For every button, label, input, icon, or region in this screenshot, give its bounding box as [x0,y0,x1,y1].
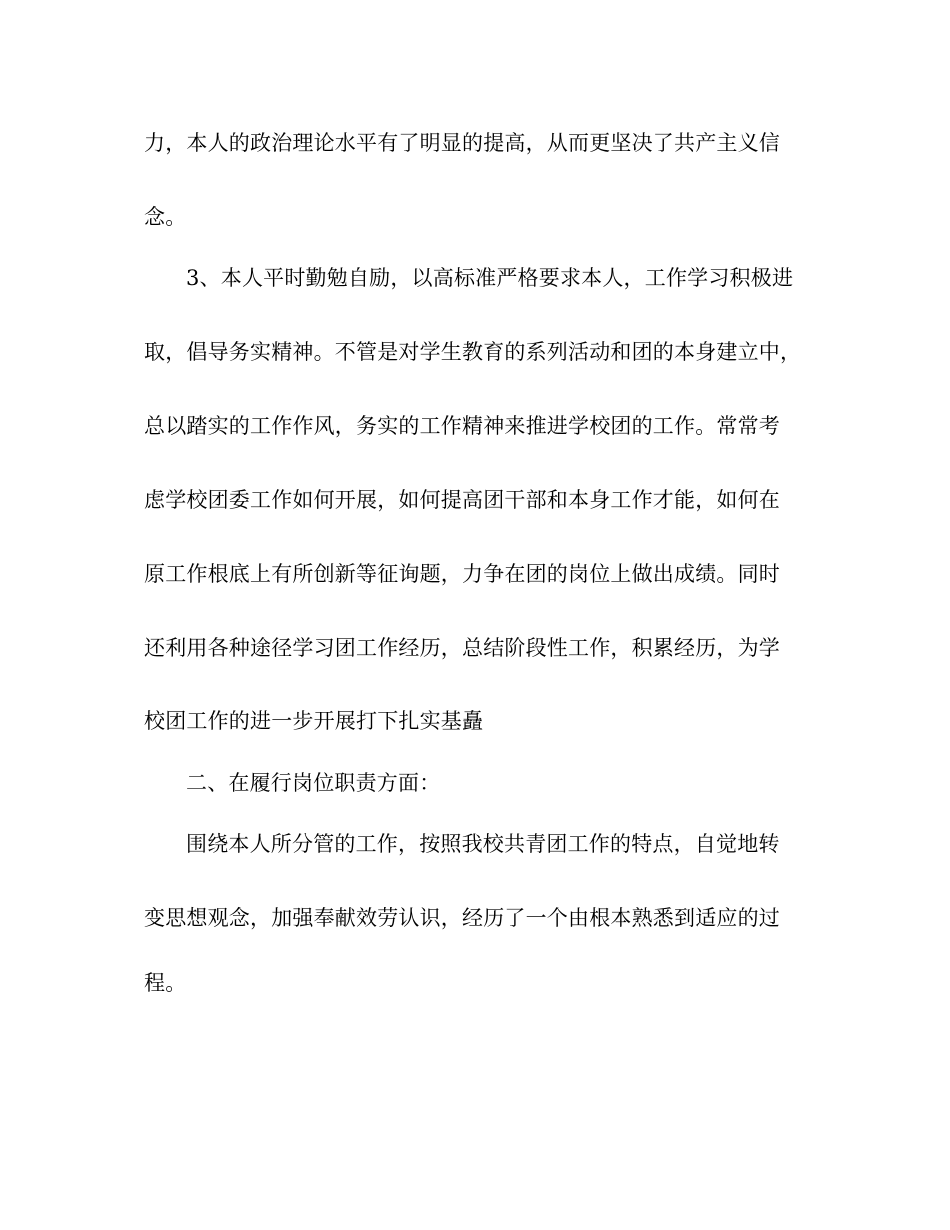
section-heading: 二、在履行岗位职责方面： [186,771,441,795]
paragraph-line: 力，本人的政治理论水平有了明显的提高，从而更坚决了共产主义信 [144,131,780,155]
paragraph-line: 念。 [144,205,187,229]
paragraph-line: 程。 [144,971,187,995]
paragraph-line: 总以踏实的工作作风，务实的工作精神来推进学校团的工作。常常考 [144,414,780,438]
paragraph-line: 变思想观念，加强奉献效劳认识，经历了一个由根本熟悉到适应的过 [144,906,780,930]
paragraph-line: 还利用各种途径学习团工作经历，总结阶段性工作，积累经历，为学 [144,636,780,660]
paragraph-line: 校团工作的进一步开展打下扎实基矗 [144,709,484,733]
paragraph-line: 原工作根底上有所创新等征询题，力争在团的岗位上做出成绩。同时 [144,562,780,586]
paragraph-line: 3、本人平时勤勉自励，以高标准严格要求本人，工作学习积极进 [186,266,794,290]
paragraph-line: 围绕本人所分管的工作，按照我校共青团工作的特点，自觉地转 [186,832,780,856]
paragraph-line: 虑学校团委工作如何开展，如何提高团干部和本身工作才能，如何在 [144,488,780,512]
paragraph-line: 取，倡导务实精神。不管是对学生教育的系列活动和团的本身建立中， [144,340,802,364]
